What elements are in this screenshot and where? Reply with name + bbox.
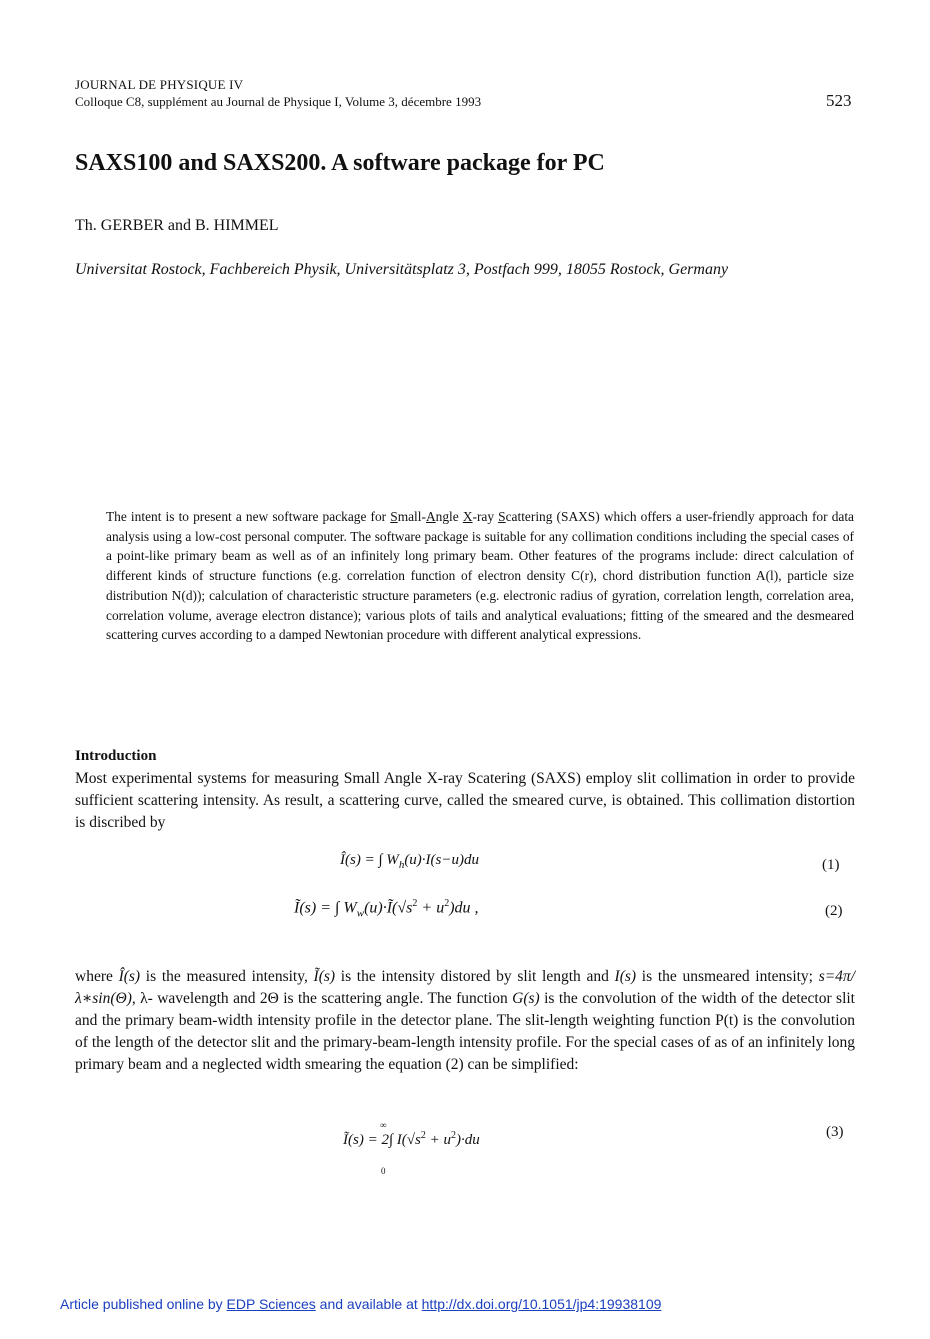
introduction-paragraph-2: where Î(s) is the measured intensity, Ĩ(s) is the intensity distored by slit length and I(s) is the unsmeared intensity; s=4π/λ∗sin(Θ), λ- wavelength and 2Θ is the scattering angle. The function G(s) is the convolution of the width of the detector slit and the primary beam-width intensity profile in the detector plane. The slit-length weighting function P(t) is the convolution of the length of the detector slit and the primary-beam-length intensity profile. For the special cases of as of an infinitely long primary beam and a neglected width smearing the equation (2) can be simplified:	[75, 968, 856, 1073]
affiliation: Universitat Rostock, Fachbereich Physik, Universitätsplatz 3, Postfach 999, 18055 Rostock, Germany	[75, 261, 729, 278]
equation-1-number: (1)	[822, 857, 840, 873]
equation-1: Î(s) = ∫ $W_h(u)\cdot I(s-u)du$	[340, 852, 479, 871]
introduction-paragraph: Most experimental systems for measuring Small Angle X-ray Scatering (SAXS) employ slit collimation in order to provide sufficient scattering intensity. As result, a scattering curve, called the smeared curve, is obtained. This collimation distortion is discribed by	[75, 770, 855, 831]
article-title: SAXS100 and SAXS200. A software package for PC	[75, 150, 605, 176]
equation-2: Ĩ(s) = ∫ $W_w(u)\cdot Ĩ(√s^2 + u^2)du$ ,	[294, 898, 479, 920]
equation-3-number: (3)	[826, 1124, 844, 1140]
abstract: The intent is to present a new software package for Small-Angle X-ray Scattering (SAXS) which offers a user-friendly approach for data analysis using a low-cost personal computer. The software package is suitable for any collimation conditions including the special cases of a point-like primary beam as well as of an infinitely long primary beam. Other features of the programs include: direct calculation of different kinds of structure functions (e.g. correlation function of electron density C(r), chord distribution function A(l), particle size distribution N(d)); calculation of characteristic structure parameters (e.g. electronic radius of gyration, correlation length, correlation area, correlation volume, average electron distance); various plots of tails and analytical evaluations; fitting of the smeared and the desmeared scattering curves according to a damped Newtonian procedure with different analytical expressions.	[106, 509, 855, 643]
equation-2-number: (2)	[825, 903, 843, 919]
journal-name: JOURNAL DE PHYSIQUE IV	[75, 77, 244, 92]
edp-sciences-link[interactable]: EDP Sciences	[226, 1296, 316, 1312]
section-heading-introduction: Introduction	[75, 748, 157, 764]
footer-note: Article published online by EDP Sciences and available at http://dx.doi.org/10.1051/jp4:19938109	[60, 1296, 662, 1312]
page-number: 523	[826, 91, 852, 110]
integral-upper-limit: ∞	[380, 1120, 387, 1130]
integral-lower-limit: 0	[381, 1166, 386, 1176]
doi-link[interactable]: http://dx.doi.org/10.1051/jp4:19938109	[421, 1296, 662, 1312]
equation-3: Ĩ(s) = 2∫ $I(√s^2 + u^2)\cdot du$	[343, 1130, 480, 1148]
authors: Th. GERBER and B. HIMMEL	[75, 217, 279, 234]
colloque-line: Colloque C8, supplément au Journal de Physique I, Volume 3, décembre 1993	[75, 94, 482, 109]
